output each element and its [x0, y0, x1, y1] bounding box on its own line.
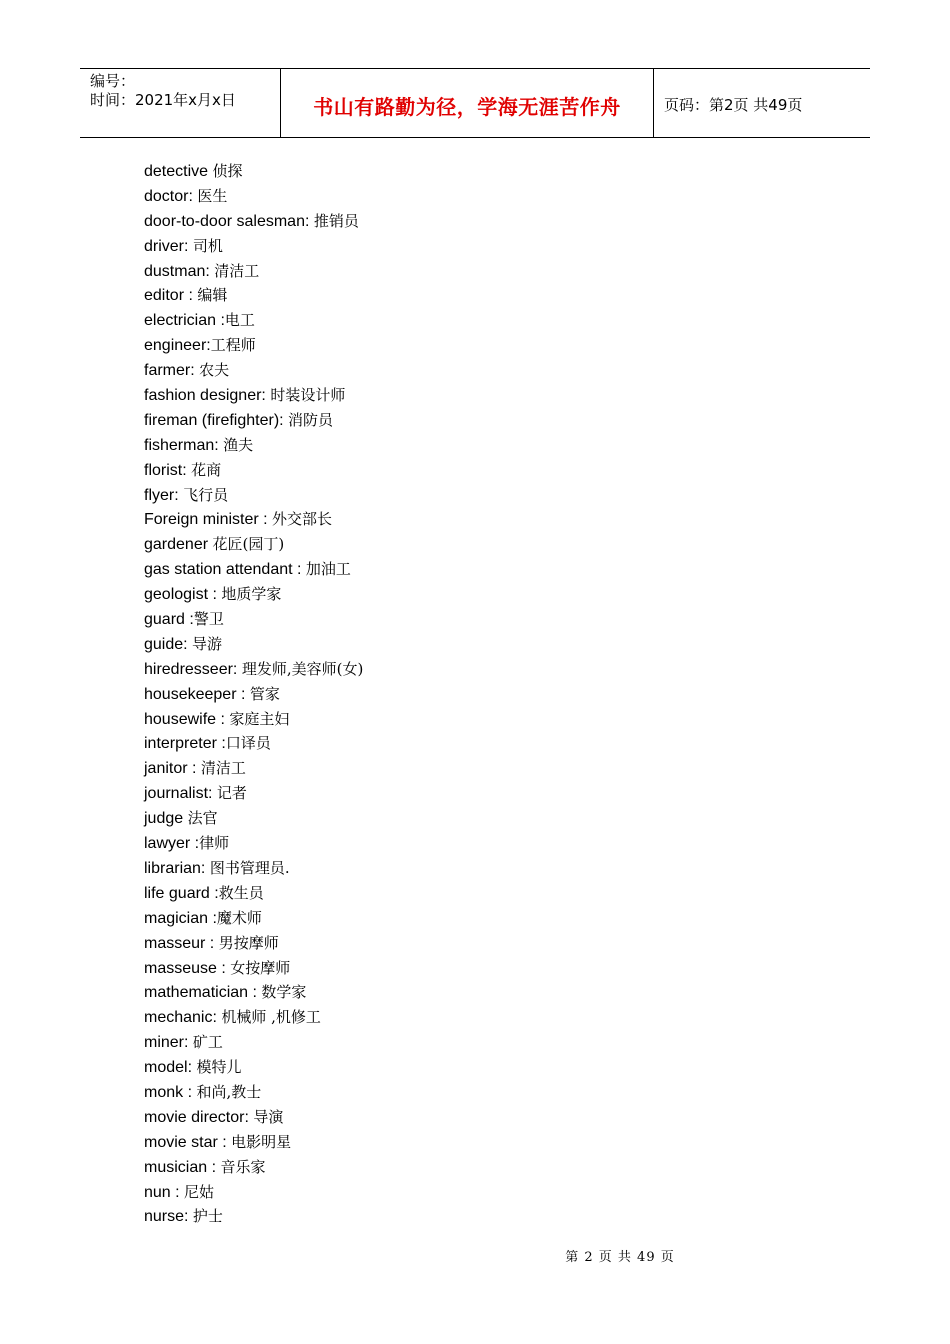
- chinese-term: 矿工: [192, 1033, 223, 1052]
- list-item: [144, 333, 363, 358]
- chinese-term: 农夫: [199, 361, 230, 380]
- list-item: [144, 806, 363, 831]
- chinese-term: 理发师,美容师(女): [241, 659, 364, 678]
- english-term: electrician :: [144, 312, 225, 330]
- page-footer: 第 2 页 共 49 页: [565, 1250, 675, 1265]
- list-item: [144, 980, 363, 1005]
- document-number-label: 编号：: [90, 72, 136, 90]
- list-item: [144, 234, 363, 259]
- chinese-term: 数学家: [261, 983, 307, 1002]
- english-term: monk :: [144, 1083, 197, 1101]
- chinese-term: 时装设计师: [270, 386, 346, 405]
- english-term: movie star :: [144, 1133, 232, 1151]
- list-item: [144, 856, 363, 881]
- english-term: janitor :: [144, 760, 201, 778]
- english-term: nun :: [144, 1183, 185, 1201]
- list-item: [144, 458, 363, 483]
- english-term: doctor:: [144, 187, 198, 205]
- chinese-term: 警卫: [193, 610, 224, 629]
- chinese-term: 电影明星: [231, 1132, 292, 1151]
- english-term: door-to-door salesman:: [144, 212, 314, 230]
- chinese-term: 导演: [253, 1107, 284, 1126]
- list-item: [144, 358, 363, 383]
- english-term: Foreign minister :: [144, 511, 273, 529]
- english-term: movie director:: [144, 1108, 254, 1126]
- list-item: [144, 657, 363, 682]
- list-item: [144, 557, 363, 582]
- list-item: [144, 308, 363, 333]
- english-term: judge: [144, 810, 188, 828]
- chinese-term: 推销员: [313, 211, 359, 230]
- english-term: detective: [144, 163, 213, 180]
- list-item: [144, 582, 363, 607]
- english-term: engineer:: [144, 337, 211, 355]
- chinese-term: 管家: [249, 684, 280, 703]
- chinese-term: 电工: [224, 311, 255, 330]
- header-meta: [80, 69, 281, 137]
- chinese-term: 清洁工: [200, 759, 246, 778]
- english-term: gardener: [144, 536, 213, 554]
- list-item: [144, 607, 363, 632]
- chinese-term: 花商: [191, 460, 222, 479]
- list-item: [144, 259, 363, 284]
- english-term: fashion designer:: [144, 387, 271, 405]
- list-item: [144, 408, 363, 433]
- chinese-term: 医生: [197, 186, 228, 205]
- english-term: fisherman:: [144, 436, 224, 454]
- list-item: [144, 906, 363, 931]
- english-term: journalist:: [144, 785, 217, 803]
- chinese-term: 模特儿: [196, 1058, 242, 1077]
- english-term: nurse:: [144, 1208, 193, 1226]
- chinese-term: 地质学家: [221, 585, 282, 604]
- list-item: [144, 781, 363, 806]
- chinese-term: 魔术师: [216, 908, 262, 927]
- english-term: housewife :: [144, 710, 230, 728]
- chinese-term: 尼姑: [184, 1182, 215, 1201]
- header-page-info: 页码：第2页 共49页: [664, 95, 803, 114]
- list-item: [144, 1080, 363, 1105]
- chinese-term: 机械师 ,机修工: [221, 1008, 321, 1027]
- english-term: masseuse :: [144, 959, 231, 977]
- chinese-term: 律师: [199, 834, 230, 853]
- list-item: [144, 433, 363, 458]
- english-term: dustman:: [144, 262, 215, 280]
- english-term: lawyer :: [144, 835, 200, 853]
- chinese-term: 编辑: [197, 286, 228, 305]
- list-item: [144, 831, 363, 856]
- english-term: guard :: [144, 611, 194, 629]
- list-item: [144, 1130, 363, 1155]
- list-item: [144, 1055, 363, 1080]
- list-item: [144, 707, 363, 732]
- english-term: driver:: [144, 237, 193, 255]
- list-item: [144, 1005, 363, 1030]
- english-term: interpreter :: [144, 735, 226, 753]
- list-item: [144, 1204, 363, 1229]
- english-term: farmer:: [144, 362, 200, 380]
- chinese-term: 加油工: [305, 560, 351, 579]
- chinese-term: 救生员: [218, 883, 264, 902]
- english-term: fireman (firefighter):: [144, 411, 289, 429]
- chinese-term: 渔夫: [223, 435, 254, 454]
- list-item: [144, 383, 363, 408]
- english-term: guide:: [144, 635, 193, 653]
- chinese-term: 家庭主妇: [229, 709, 290, 728]
- chinese-term: 工程师: [210, 336, 256, 355]
- list-item: [144, 756, 363, 781]
- list-item: [144, 507, 363, 532]
- english-term: masseur :: [144, 934, 219, 952]
- chinese-term: 护士: [192, 1207, 223, 1226]
- english-term: model:: [144, 1059, 197, 1077]
- chinese-term: 消防员: [288, 410, 334, 429]
- list-item: [144, 283, 363, 308]
- english-term: geologist :: [144, 586, 222, 604]
- chinese-term: 司机: [192, 236, 223, 255]
- chinese-term: 口译员: [225, 734, 271, 753]
- english-term: hiredresseer:: [144, 660, 242, 678]
- english-term: magician :: [144, 909, 217, 927]
- english-term: life guard :: [144, 884, 219, 902]
- list-item: [144, 1180, 363, 1205]
- english-term: librarian:: [144, 859, 210, 877]
- list-item: [144, 209, 363, 234]
- list-item: [144, 1155, 363, 1180]
- header-motto: 书山有路勤为径，学海无涯苦作舟: [281, 69, 654, 137]
- list-item: [144, 731, 363, 756]
- list-item: [144, 159, 363, 184]
- english-term: miner:: [144, 1034, 193, 1052]
- list-item: [144, 1030, 363, 1055]
- english-term: gas station attendant :: [144, 561, 306, 579]
- chinese-term: 飞行员: [183, 485, 229, 504]
- list-item: [144, 1105, 363, 1130]
- list-item: [144, 632, 363, 657]
- chinese-term: 清洁工: [214, 261, 260, 280]
- page-header: [80, 68, 870, 138]
- english-term: mechanic:: [144, 1009, 222, 1027]
- english-term: flyer:: [144, 486, 184, 504]
- list-item: [144, 682, 363, 707]
- chinese-term: 侦探: [212, 162, 243, 180]
- list-item: [144, 881, 363, 906]
- chinese-term: 音乐家: [220, 1157, 266, 1176]
- chinese-term: 男按摩师: [218, 933, 279, 952]
- chinese-term: 图书管理员.: [209, 858, 290, 877]
- chinese-term: 法官: [187, 809, 218, 828]
- chinese-term: 导游: [192, 634, 223, 653]
- list-item: [144, 931, 363, 956]
- english-term: florist:: [144, 461, 192, 479]
- document-date: 时间：2021年x月x日: [90, 91, 236, 109]
- english-term: mathematician :: [144, 984, 262, 1002]
- list-item: [144, 956, 363, 981]
- chinese-term: 外交部长: [272, 510, 333, 529]
- chinese-term: 记者: [216, 784, 247, 803]
- english-term: editor :: [144, 287, 198, 305]
- chinese-term: 女按摩师: [230, 958, 291, 977]
- chinese-term: 和尚,教士: [196, 1082, 262, 1101]
- vocabulary-list: [144, 159, 363, 1229]
- list-item: [144, 483, 363, 508]
- list-item: [144, 184, 363, 209]
- chinese-term: 花匠(园丁): [212, 535, 285, 554]
- english-term: housekeeper :: [144, 685, 250, 703]
- list-item: [144, 532, 363, 557]
- english-term: musician :: [144, 1158, 221, 1176]
